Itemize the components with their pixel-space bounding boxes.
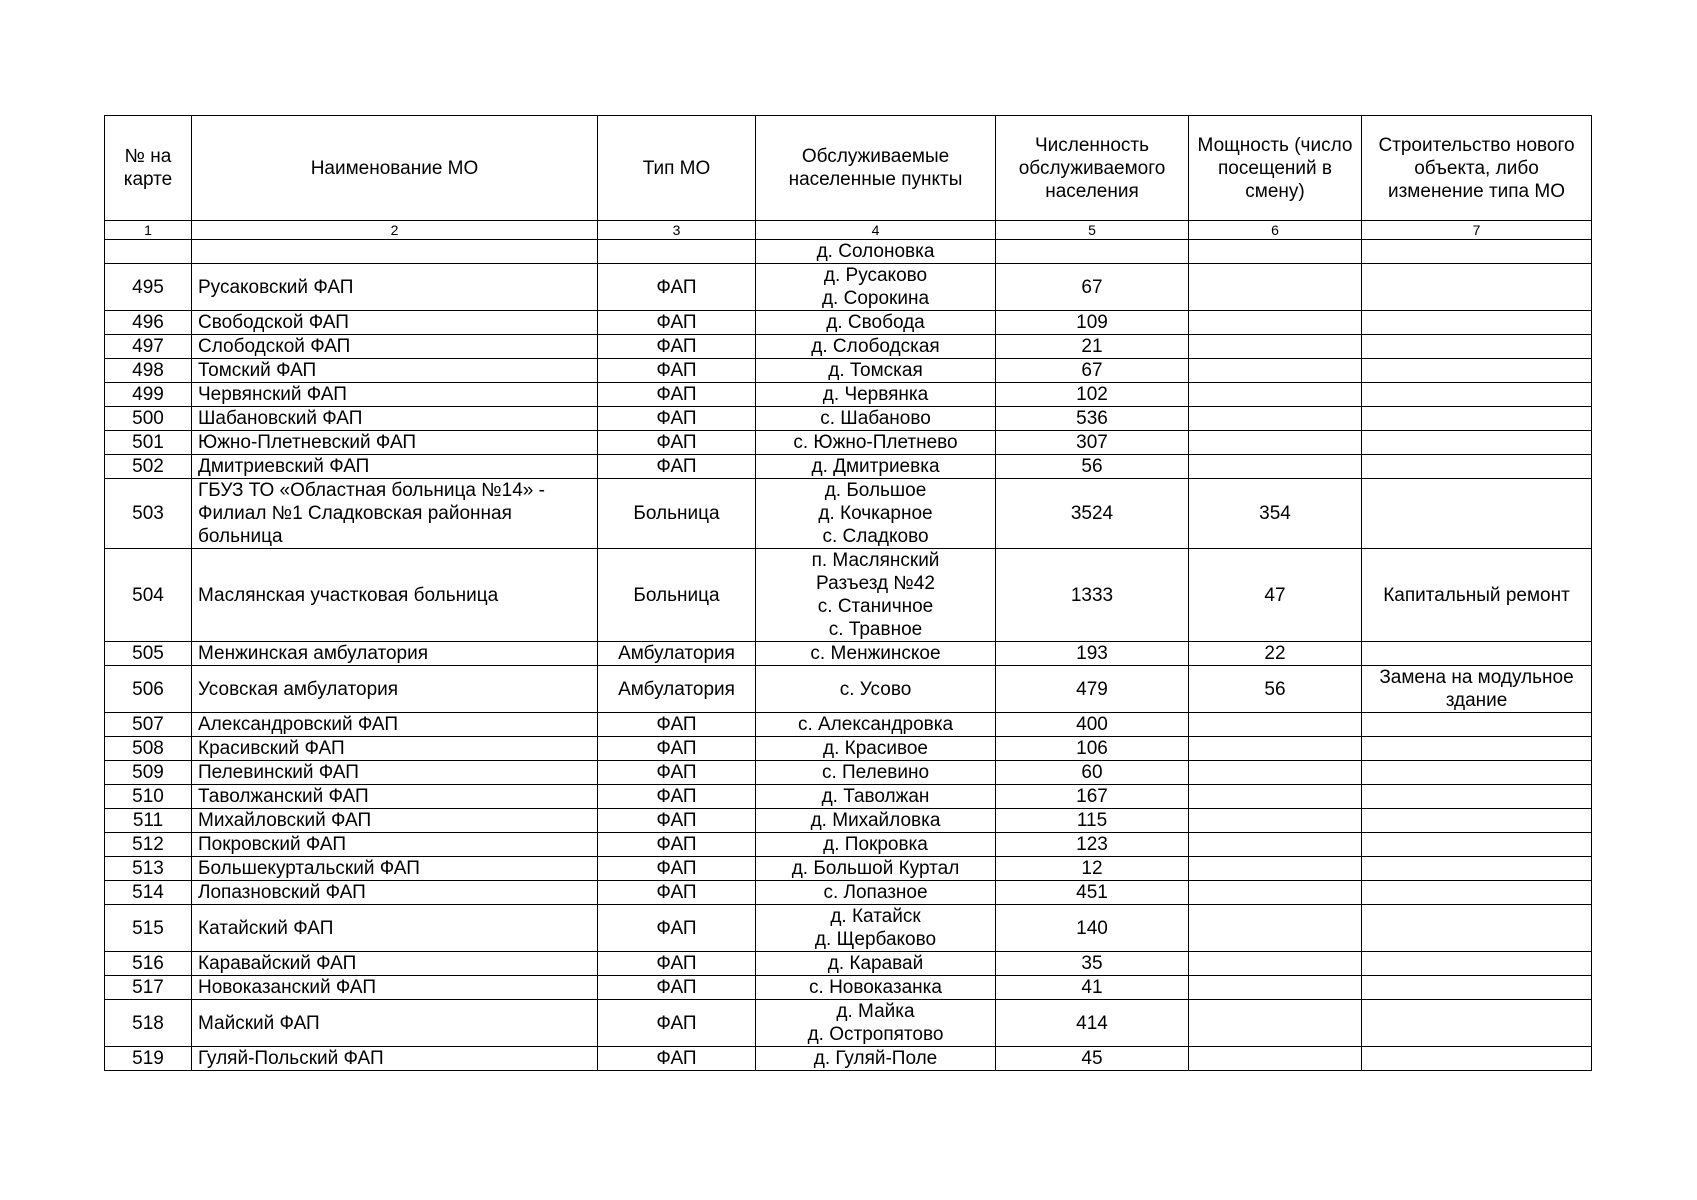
cell-population: 451 [996,881,1189,905]
cell-map-number: 503 [105,479,192,549]
served-place: д. Красивое [823,738,928,759]
cell-mo-name: Томский ФАП [192,359,598,383]
cell-served-places [756,264,996,311]
cell-population: 479 [996,666,1189,713]
cell-population: 67 [996,264,1189,311]
cell-mo-name: Усовская амбулатория [192,666,598,713]
cell-served-places [756,642,996,666]
column-number-row [105,221,1592,240]
cell-map-number: 498 [105,359,192,383]
cell-population: 67 [996,359,1189,383]
cell-mo-type: ФАП [598,383,756,407]
served-place: д. Михайловка [810,810,941,831]
cell-mo-name: Новоказанский ФАП [192,976,598,1000]
cell-map-number: 507 [105,713,192,737]
column-number: 3 [598,221,756,240]
cell-mo-type: ФАП [598,1047,756,1071]
cell-construction: Капитальный ремонт [1362,549,1592,642]
served-place: с. Усово [839,678,912,700]
cell-capacity [1189,809,1362,833]
cell-mo-type: ФАП [598,809,756,833]
cell-capacity: 47 [1189,549,1362,642]
cell-construction [1362,713,1592,737]
cell-population: 12 [996,857,1189,881]
header-mo-name: Наименование МО [192,116,598,221]
table-row [105,264,1592,311]
cell-capacity: 56 [1189,666,1362,713]
cell-mo-type: Амбулатория [598,642,756,666]
cell-population: 1333 [996,549,1189,642]
cell-capacity [1189,311,1362,335]
table-row [105,713,1592,737]
table-row [105,857,1592,881]
cell-served-places [756,952,996,976]
cell-mo-type: ФАП [598,905,756,952]
cell-mo-type: ФАП [598,952,756,976]
cell-map-number: 495 [105,264,192,311]
cell-construction [1362,240,1592,264]
cell-map-number: 519 [105,1047,192,1071]
served-place: д. Свобода [826,312,925,333]
table-row [105,407,1592,431]
table-row [105,455,1592,479]
header-population: Численность обслуживаемого населения [996,116,1189,221]
cell-mo-name: Лопазновский ФАП [192,881,598,905]
cell-construction: Замена на модульное здание [1362,666,1592,713]
cell-construction [1362,833,1592,857]
cell-capacity [1189,881,1362,905]
cell-construction [1362,1047,1592,1071]
cell-mo-type: ФАП [598,713,756,737]
cell-mo-name: Шабановский ФАП [192,407,598,431]
cell-served-places [756,383,996,407]
table-row [105,1047,1592,1071]
cell-map-number: 505 [105,642,192,666]
cell-mo-type: ФАП [598,455,756,479]
cell-served-places [756,407,996,431]
served-place: д. Гуляй-Поле [813,1048,938,1069]
cell-served-places [756,335,996,359]
column-number: 4 [756,221,996,240]
cell-mo-type: ФАП [598,335,756,359]
cell-construction [1362,952,1592,976]
cell-map-number: 508 [105,737,192,761]
table-body [105,221,1592,1071]
cell-capacity [1189,455,1362,479]
cell-capacity [1189,264,1362,311]
column-number: 6 [1189,221,1362,240]
cell-mo-type: ФАП [598,311,756,335]
cell-capacity [1189,359,1362,383]
cell-map-number: 512 [105,833,192,857]
cell-population: 123 [996,833,1189,857]
cell-served-places [756,549,996,642]
cell-population [996,240,1189,264]
cell-map-number: 497 [105,335,192,359]
cell-map-number: 510 [105,785,192,809]
cell-served-places [756,359,996,383]
cell-capacity [1189,976,1362,1000]
cell-population: 102 [996,383,1189,407]
cell-map-number [105,240,192,264]
cell-map-number: 514 [105,881,192,905]
table-header [105,116,1592,221]
table-row [105,785,1592,809]
cell-mo-name: Таволжанский ФАП [192,785,598,809]
cell-served-places [756,431,996,455]
served-place: д. Дмитриевка [811,456,940,477]
cell-map-number: 515 [105,905,192,952]
cell-population: 115 [996,809,1189,833]
cell-served-places [756,1000,996,1047]
cell-mo-type: ФАП [598,359,756,383]
table-row [105,479,1592,549]
served-place: с. Сладково [822,526,929,547]
column-number: 1 [105,221,192,240]
served-place: д. Остропятово [807,1024,944,1045]
cell-mo-name: Червянский ФАП [192,383,598,407]
cell-population: 193 [996,642,1189,666]
cell-capacity [1189,785,1362,809]
cell-map-number: 513 [105,857,192,881]
cell-map-number: 506 [105,666,192,713]
cell-mo-type: ФАП [598,833,756,857]
cell-mo-name: Менжинская амбулатория [192,642,598,666]
table-row [105,737,1592,761]
cell-mo-type: ФАП [598,976,756,1000]
served-place: д. Таволжан [821,786,930,807]
served-place: д. Русаково [823,265,928,286]
cell-mo-name: Пелевинский ФАП [192,761,598,785]
cell-population: 56 [996,455,1189,479]
cell-mo-type: ФАП [598,785,756,809]
table-row [105,240,1592,264]
served-place: с. Менжинское [810,643,941,664]
served-place: д. Покровка [823,834,928,855]
served-place: д. Червянка [822,384,929,405]
table-row [105,809,1592,833]
cell-served-places [756,713,996,737]
cell-mo-name: Каравайский ФАП [192,952,598,976]
cell-served-places [756,311,996,335]
cell-population: 536 [996,407,1189,431]
cell-served-places [756,857,996,881]
cell-population: 140 [996,905,1189,952]
served-place: с. Южно-Плетнево [793,432,958,453]
cell-population: 21 [996,335,1189,359]
cell-mo-type: ФАП [598,1000,756,1047]
cell-mo-name: Майский ФАП [192,1000,598,1047]
cell-construction [1362,642,1592,666]
table-row [105,1000,1592,1047]
cell-mo-type: ФАП [598,431,756,455]
cell-population: 167 [996,785,1189,809]
table-row [105,335,1592,359]
table-row [105,666,1592,713]
cell-capacity [1189,833,1362,857]
cell-population: 307 [996,431,1189,455]
cell-construction [1362,431,1592,455]
cell-mo-name: Покровский ФАП [192,833,598,857]
cell-served-places [756,881,996,905]
cell-mo-name [192,240,598,264]
served-place: д. Каравай [827,953,924,974]
cell-served-places [756,240,996,264]
cell-capacity [1189,1047,1362,1071]
table-row [105,359,1592,383]
served-place: д. Слободская [811,336,940,357]
cell-served-places [756,833,996,857]
cell-served-places [756,1047,996,1071]
cell-capacity [1189,952,1362,976]
cell-mo-name: Дмитриевский ФАП [192,455,598,479]
cell-mo-name: Гуляй-Польский ФАП [192,1047,598,1071]
cell-mo-name: Слободской ФАП [192,335,598,359]
cell-map-number: 501 [105,431,192,455]
cell-served-places [756,905,996,952]
cell-mo-type [598,240,756,264]
served-place: д. Сорокина [821,288,930,309]
cell-map-number: 499 [105,383,192,407]
cell-capacity [1189,905,1362,952]
served-place: д. Солоновка [816,241,935,262]
header-capacity: Мощность (число посещений в смену) [1189,116,1362,221]
cell-map-number: 504 [105,549,192,642]
cell-mo-name: Маслянская участковая больница [192,549,598,642]
served-place: д. Щербаково [814,929,937,950]
cell-mo-name: Русаковский ФАП [192,264,598,311]
served-place: с. Пелевино [821,762,930,783]
cell-map-number: 511 [105,809,192,833]
cell-served-places [756,479,996,549]
cell-map-number: 502 [105,455,192,479]
table-row [105,881,1592,905]
table-row [105,383,1592,407]
cell-mo-name: Михайловский ФАП [192,809,598,833]
cell-population: 414 [996,1000,1189,1047]
cell-capacity [1189,857,1362,881]
cell-map-number: 500 [105,407,192,431]
table-row [105,642,1592,666]
header-row [105,116,1592,221]
cell-population: 400 [996,713,1189,737]
cell-mo-type: Больница [598,549,756,642]
served-place: с. Травное [828,619,923,640]
medical-organizations-table [104,115,1592,1071]
cell-served-places [756,785,996,809]
cell-served-places [756,976,996,1000]
cell-mo-name: Александровский ФАП [192,713,598,737]
cell-population: 60 [996,761,1189,785]
cell-construction [1362,359,1592,383]
table-row [105,905,1592,952]
cell-mo-type: ФАП [598,857,756,881]
cell-capacity: 22 [1189,642,1362,666]
cell-construction [1362,383,1592,407]
served-place: с. Шабаново [820,408,931,429]
cell-capacity: 354 [1189,479,1362,549]
table-row [105,431,1592,455]
served-place: д. Большой Куртал [791,858,960,879]
cell-served-places [756,761,996,785]
cell-mo-name: Южно-Плетневский ФАП [192,431,598,455]
header-mo-type: Тип МО [598,116,756,221]
column-number: 2 [192,221,598,240]
cell-capacity [1189,240,1362,264]
cell-capacity [1189,737,1362,761]
cell-mo-type: ФАП [598,761,756,785]
cell-construction [1362,857,1592,881]
cell-construction [1362,407,1592,431]
column-number: 7 [1362,221,1592,240]
cell-served-places [756,737,996,761]
cell-construction [1362,905,1592,952]
cell-mo-name: Красивский ФАП [192,737,598,761]
cell-population: 3524 [996,479,1189,549]
header-map-number: № на карте [105,116,192,221]
cell-population: 35 [996,952,1189,976]
cell-mo-type: ФАП [598,407,756,431]
served-place: д. Майка [836,1001,915,1022]
served-place: с. Станичное [817,596,934,617]
table-row [105,952,1592,976]
table-row [105,761,1592,785]
served-place: д. Кочкарное [818,503,933,524]
cell-construction [1362,809,1592,833]
cell-mo-type: ФАП [598,264,756,311]
cell-map-number: 496 [105,311,192,335]
cell-construction [1362,761,1592,785]
cell-served-places [756,455,996,479]
cell-construction [1362,976,1592,1000]
cell-mo-type: ФАП [598,881,756,905]
cell-construction [1362,785,1592,809]
served-place: п. Маслянский [811,550,940,571]
served-place: с. Новоказанка [809,977,942,998]
table-row [105,976,1592,1000]
cell-construction [1362,479,1592,549]
cell-capacity [1189,407,1362,431]
cell-mo-type: ФАП [598,737,756,761]
cell-construction [1362,737,1592,761]
header-construction: Строительство нового объекта, либо изменение типа МО [1362,116,1592,221]
cell-map-number: 518 [105,1000,192,1047]
cell-construction [1362,881,1592,905]
cell-served-places [756,809,996,833]
cell-mo-name: Катайский ФАП [192,905,598,952]
served-place: д. Катайск [830,906,921,927]
cell-population: 106 [996,737,1189,761]
table-row [105,833,1592,857]
cell-served-places [756,666,996,713]
column-number: 5 [996,221,1189,240]
cell-capacity [1189,1000,1362,1047]
header-served-places: Обслуживаемые населенные пункты [756,116,996,221]
served-place: с. Лопазное [823,882,928,903]
cell-mo-name: Свободской ФАП [192,311,598,335]
cell-capacity [1189,431,1362,455]
served-place: с. Александровка [797,714,954,735]
served-place: д. Большое [824,480,927,501]
cell-mo-name: Большекуртальский ФАП [192,857,598,881]
cell-construction [1362,264,1592,311]
cell-construction [1362,311,1592,335]
cell-population: 41 [996,976,1189,1000]
cell-capacity [1189,713,1362,737]
cell-mo-type: Больница [598,479,756,549]
cell-map-number: 509 [105,761,192,785]
cell-population: 45 [996,1047,1189,1071]
cell-mo-type: Амбулатория [598,666,756,713]
cell-construction [1362,1000,1592,1047]
cell-mo-name: ГБУЗ ТО «Областная больница №14» - Филиал №1 Сладковская районная больница [192,479,598,549]
cell-capacity [1189,335,1362,359]
cell-construction [1362,335,1592,359]
served-place: д. Томская [828,360,923,381]
table-row [105,311,1592,335]
cell-population: 109 [996,311,1189,335]
table-row [105,549,1592,642]
document-page [104,115,1591,1071]
cell-capacity [1189,761,1362,785]
served-place: Разъезд №42 [816,573,935,594]
cell-construction [1362,455,1592,479]
cell-map-number: 517 [105,976,192,1000]
cell-capacity [1189,383,1362,407]
cell-map-number: 516 [105,952,192,976]
